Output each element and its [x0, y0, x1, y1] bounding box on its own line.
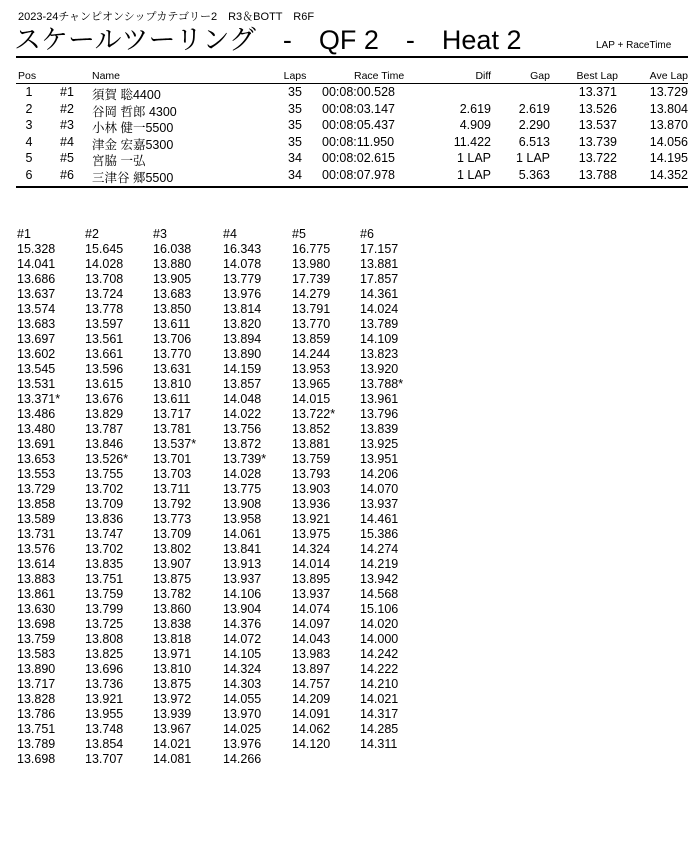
- lap-time: 13.894: [223, 332, 262, 346]
- lap-time: 13.859: [292, 332, 331, 346]
- result-no: #1: [60, 85, 74, 99]
- lap-time: 13.951: [360, 452, 399, 466]
- result-pos: 5: [25, 151, 33, 165]
- lap-time: 13.958: [223, 512, 262, 526]
- lap-time: 13.576: [17, 542, 56, 556]
- lap-time: 14.021: [360, 692, 399, 706]
- lap-time: 13.921: [85, 692, 124, 706]
- lap-time: 14.078: [223, 257, 262, 271]
- result-diff: 2.619: [459, 101, 491, 116]
- lap-time: 14.279: [292, 287, 331, 301]
- lap-time: 17.157: [360, 242, 399, 256]
- result-laps: 35: [288, 118, 302, 132]
- lap-time: 13.825: [85, 647, 124, 661]
- lap-time: 13.602: [17, 347, 56, 361]
- result-time: 00:08:05.437: [322, 118, 395, 132]
- lap-time: 14.024: [360, 302, 399, 316]
- lap-time: 13.597: [85, 317, 124, 331]
- lap-time: 14.081: [153, 752, 192, 766]
- lap-time: 13.702: [85, 482, 124, 496]
- lap-time: 14.757: [292, 677, 331, 691]
- result-diff: 11.422: [453, 134, 491, 149]
- lap-time: 13.711: [153, 482, 191, 496]
- result-name: 須賀 聡4400: [92, 88, 161, 102]
- table-row: [0, 135, 700, 150]
- col-header-bestlap: Best Lap: [576, 70, 618, 82]
- lap-time: 13.702: [85, 542, 124, 556]
- lap-time: 13.691: [17, 437, 56, 451]
- lap-time: 13.810: [153, 662, 192, 676]
- lap-time: 13.793: [292, 467, 331, 481]
- lap-time: 13.736: [85, 677, 124, 691]
- lap-time: 13.770: [153, 347, 192, 361]
- result-ave: 13.870: [649, 118, 688, 132]
- result-time: 00:08:11.950: [322, 134, 395, 149]
- lap-time: 13.970: [223, 707, 262, 721]
- lap-time: 13.759: [85, 587, 124, 601]
- lap-time: 13.860: [153, 602, 192, 616]
- lap-time: 13.779: [223, 272, 262, 286]
- lap-time: 13.717: [153, 407, 192, 421]
- lap-time: 13.881: [360, 257, 399, 271]
- lap-time: 14.091: [292, 707, 331, 721]
- lap-time: 13.875: [153, 677, 192, 691]
- lap-time: 16.775: [292, 242, 331, 256]
- lap-time: 13.574: [17, 302, 56, 316]
- result-no: #3: [60, 118, 74, 132]
- result-gap: 2.290: [518, 118, 550, 132]
- lap-time: 14.120: [292, 737, 331, 751]
- result-gap: 5.363: [518, 167, 550, 182]
- lap-time: 14.568: [360, 587, 399, 601]
- lap-time: 13.808: [85, 632, 124, 646]
- result-time: 00:08:02.615: [322, 151, 395, 165]
- table-row: [0, 151, 700, 166]
- lap-time: 14.015: [292, 392, 331, 406]
- event-subtitle: 2023-24チャンピオンシップカテゴリー2 R3＆BOTT R6F: [18, 11, 315, 23]
- lap-time: 13.961: [360, 392, 399, 406]
- lap-time: 16.343: [223, 242, 262, 256]
- result-diff: 1 LAP: [456, 167, 491, 182]
- lap-time: 13.875: [153, 572, 192, 586]
- lap-time: 13.683: [17, 317, 56, 331]
- lap-time: 13.980: [292, 257, 331, 271]
- lap-time: 14.303: [223, 677, 262, 691]
- lap-column: [223, 227, 293, 767]
- lap-time: 13.890: [17, 662, 56, 676]
- lap-time: 16.038: [153, 242, 192, 256]
- lap-time: 13.707: [85, 752, 124, 766]
- lap-time: 13.971: [153, 647, 192, 661]
- lap-time: 13.903: [292, 482, 331, 496]
- result-best: 13.371: [578, 85, 617, 99]
- result-diff: 1 LAP: [456, 151, 491, 165]
- lap-time: 13.852: [292, 422, 331, 436]
- report-mode-label: LAP + RaceTime: [596, 40, 672, 51]
- lap-time: 13.653: [17, 452, 56, 466]
- lap-time: 14.074: [292, 602, 331, 616]
- lap-time: 13.802: [153, 542, 192, 556]
- lap-time: 13.818: [153, 632, 192, 646]
- result-ave: 14.056: [649, 134, 688, 149]
- lap-time: 13.756: [223, 422, 262, 436]
- lap-time: 13.596: [85, 362, 124, 376]
- lap-time: 17.739: [292, 272, 331, 286]
- col-header-gap: Gap: [530, 70, 550, 82]
- lap-time: 13.778: [85, 302, 124, 316]
- lap-time: 13.967: [153, 722, 192, 736]
- lap-time: 13.759: [292, 452, 331, 466]
- lap-time: 14.062: [292, 722, 331, 736]
- col-header-pos: Pos: [18, 70, 37, 82]
- lap-time: 14.266: [223, 752, 262, 766]
- lap-time: 13.789: [17, 737, 56, 751]
- lap-time: 13.858: [17, 497, 56, 511]
- lap-time: 13.861: [17, 587, 56, 601]
- lap-time: 13.480: [17, 422, 56, 436]
- lap-time: 13.371*: [17, 392, 61, 406]
- lap-time: 13.937: [292, 587, 331, 601]
- lap-time: 17.857: [360, 272, 399, 286]
- lap-time: 13.937: [360, 497, 399, 511]
- lap-time: 14.285: [360, 722, 399, 736]
- lap-time: 14.361: [360, 287, 399, 301]
- result-gap: 6.513: [518, 134, 550, 149]
- col-header-avelap: Ave Lap: [649, 70, 688, 82]
- lap-time: 13.698: [17, 617, 56, 631]
- lap-time: 13.904: [223, 602, 262, 616]
- lap-time: 13.836: [85, 512, 124, 526]
- lap-time: 15.645: [85, 242, 124, 256]
- result-pos: 3: [25, 118, 33, 132]
- lap-time: 13.755: [85, 467, 124, 481]
- result-name: 津金 宏嘉5300: [92, 137, 174, 152]
- lap-column-header: #1: [17, 227, 31, 241]
- lap-time: 13.751: [85, 572, 124, 586]
- lap-time: 13.897: [292, 662, 331, 676]
- result-laps: 35: [288, 85, 302, 99]
- lap-time: 14.072: [223, 632, 262, 646]
- result-ave: 14.352: [649, 167, 688, 182]
- lap-time: 14.242: [360, 647, 399, 661]
- lap-time: 13.828: [17, 692, 56, 706]
- lap-time: 13.965: [292, 377, 331, 391]
- lap-time: 14.097: [292, 617, 331, 631]
- lap-time: 13.686: [17, 272, 56, 286]
- lap-time: 13.676: [85, 392, 124, 406]
- lap-time: 13.683: [153, 287, 192, 301]
- lap-time: 13.701: [153, 452, 192, 466]
- lap-time: 13.953: [292, 362, 331, 376]
- lap-time: 13.791: [292, 302, 331, 316]
- lap-time: 13.583: [17, 647, 56, 661]
- lap-time: 13.615: [85, 377, 124, 391]
- col-header-name: Name: [92, 70, 121, 82]
- result-pos: 2: [25, 101, 33, 116]
- table-row: [0, 118, 700, 133]
- lap-time: 14.222: [360, 662, 399, 676]
- lap-column: [85, 227, 155, 767]
- lap-time: 13.531: [17, 377, 56, 391]
- result-best: 13.788: [578, 167, 617, 182]
- lap-time: 14.109: [360, 332, 399, 346]
- result-best: 13.537: [578, 118, 617, 132]
- lap-time: 13.976: [223, 287, 262, 301]
- lap-time: 13.823: [360, 347, 399, 361]
- lap-time: 13.748: [85, 722, 124, 736]
- lap-time: 13.696: [85, 662, 124, 676]
- lap-time: 13.975: [292, 527, 331, 541]
- lap-time: 14.055: [223, 692, 262, 706]
- lap-time: 14.048: [223, 392, 262, 406]
- lap-time: 14.025: [223, 722, 262, 736]
- lap-time: 13.775: [223, 482, 262, 496]
- lap-time: 13.787: [85, 422, 124, 436]
- lap-column-header: #2: [85, 227, 99, 241]
- lap-time: 13.553: [17, 467, 56, 481]
- result-gap: 2.619: [518, 101, 550, 116]
- lap-time: 13.782: [153, 587, 192, 601]
- page-title: スケールツーリング - QF 2 - Heat 2: [14, 25, 522, 55]
- result-name: 宮脇 一弘: [92, 154, 146, 168]
- result-laps: 35: [288, 101, 302, 116]
- lap-time: 13.486: [17, 407, 56, 421]
- lap-time: 13.846: [85, 437, 124, 451]
- lap-time: 13.630: [17, 602, 56, 616]
- result-pos: 4: [25, 134, 33, 149]
- lap-time: 13.731: [17, 527, 56, 541]
- lap-time: 14.159: [223, 362, 262, 376]
- lap-time: 14.000: [360, 632, 399, 646]
- lap-time: 13.850: [153, 302, 192, 316]
- lap-time: 14.274: [360, 542, 399, 556]
- lap-time: 13.955: [85, 707, 124, 721]
- lap-time: 13.905: [153, 272, 192, 286]
- result-best: 13.722: [578, 151, 617, 165]
- lap-time: 13.703: [153, 467, 192, 481]
- lap-time: 14.061: [223, 527, 262, 541]
- lap-time: 13.722*: [292, 407, 336, 421]
- lap-time: 13.631: [153, 362, 192, 376]
- lap-time: 13.781: [153, 422, 192, 436]
- lap-time: 14.244: [292, 347, 331, 361]
- lap-time: 13.972: [153, 692, 192, 706]
- lap-time: 13.773: [153, 512, 192, 526]
- title-divider: [16, 56, 688, 58]
- lap-time: 13.611: [153, 392, 191, 406]
- lap-column: [17, 227, 87, 767]
- result-time: 00:08:07.978: [322, 167, 395, 182]
- lap-time: 13.637: [17, 287, 56, 301]
- lap-time: 13.907: [153, 557, 192, 571]
- lap-time: 14.014: [292, 557, 331, 571]
- lap-time: 15.106: [360, 602, 399, 616]
- lap-column: [292, 227, 362, 752]
- lap-time: 13.770: [292, 317, 331, 331]
- lap-time: 13.796: [360, 407, 399, 421]
- lap-time: 14.376: [223, 617, 262, 631]
- lap-time: 13.895: [292, 572, 331, 586]
- lap-time: 13.872: [223, 437, 262, 451]
- result-pos: 1: [25, 85, 33, 99]
- lap-time: 13.561: [85, 332, 124, 346]
- lap-time: 13.788*: [360, 377, 404, 391]
- lap-time: 13.717: [17, 677, 56, 691]
- lap-time: 13.751: [17, 722, 56, 736]
- lap-time: 13.589: [17, 512, 56, 526]
- lap-time: 13.709: [153, 527, 192, 541]
- lap-time: 13.724: [85, 287, 124, 301]
- lap-time: 13.983: [292, 647, 331, 661]
- result-time: 00:08:00.528: [322, 85, 395, 99]
- lap-time: 14.311: [360, 737, 398, 751]
- lap-time: 13.925: [360, 437, 399, 451]
- lap-time: 13.614: [17, 557, 56, 571]
- lap-time: 13.857: [223, 377, 262, 391]
- lap-time: 14.021: [153, 737, 192, 751]
- lap-time: 13.936: [292, 497, 331, 511]
- results-top-rule: [16, 83, 688, 84]
- lap-column-header: #6: [360, 227, 374, 241]
- lap-time: 13.708: [85, 272, 124, 286]
- lap-time: 13.799: [85, 602, 124, 616]
- lap-time: 14.041: [17, 257, 56, 271]
- lap-time: 13.661: [85, 347, 124, 361]
- lap-time: 13.880: [153, 257, 192, 271]
- lap-time: 13.976: [223, 737, 262, 751]
- result-name: 小林 健一5500: [92, 121, 174, 135]
- lap-time: 14.105: [223, 647, 262, 661]
- lap-time: 13.526*: [85, 452, 129, 466]
- result-name: 三津谷 郷5500: [92, 170, 174, 185]
- lap-time: 14.028: [85, 257, 124, 271]
- lap-time: 14.106: [223, 587, 262, 601]
- lap-time: 13.697: [17, 332, 56, 346]
- lap-time: 14.210: [360, 677, 399, 691]
- lap-time: 13.545: [17, 362, 56, 376]
- lap-time: 14.324: [223, 662, 262, 676]
- result-gap: 1 LAP: [515, 151, 550, 165]
- result-ave: 13.804: [649, 101, 688, 116]
- lap-time: 13.913: [223, 557, 262, 571]
- lap-column: [153, 227, 223, 767]
- lap-time: 13.537*: [153, 437, 197, 451]
- lap-time: 13.841: [223, 542, 262, 556]
- lap-time: 13.838: [153, 617, 192, 631]
- lap-time: 13.820: [223, 317, 262, 331]
- lap-time: 13.854: [85, 737, 124, 751]
- lap-time: 13.729: [17, 482, 56, 496]
- table-row: [0, 168, 700, 183]
- lap-column-header: #4: [223, 227, 237, 241]
- col-header-racetime: Race Time: [354, 70, 405, 82]
- lap-time: 13.890: [223, 347, 262, 361]
- lap-time: 13.908: [223, 497, 262, 511]
- lap-column-header: #5: [292, 227, 306, 241]
- table-row: [0, 102, 700, 117]
- lap-time: 14.317: [360, 707, 399, 721]
- lap-time: 13.786: [17, 707, 56, 721]
- lap-time: 13.611: [153, 317, 191, 331]
- lap-time: 14.043: [292, 632, 331, 646]
- result-no: #5: [60, 151, 74, 165]
- lap-time: 13.835: [85, 557, 124, 571]
- result-pos: 6: [25, 167, 33, 182]
- table-row: [0, 85, 700, 100]
- lap-time: 14.324: [292, 542, 331, 556]
- lap-time: 14.020: [360, 617, 399, 631]
- lap-time: 14.070: [360, 482, 399, 496]
- lap-time: 13.739*: [223, 452, 267, 466]
- result-laps: 35: [288, 134, 302, 149]
- result-no: #4: [60, 134, 74, 149]
- lap-time: 14.209: [292, 692, 331, 706]
- lap-time: 13.789: [360, 317, 399, 331]
- col-header-laps: Laps: [283, 70, 307, 82]
- lap-time: 13.759: [17, 632, 56, 646]
- lap-time: 13.814: [223, 302, 262, 316]
- result-diff: 4.909: [459, 118, 491, 132]
- result-laps: 34: [288, 151, 302, 165]
- col-header-diff: Diff: [475, 70, 491, 82]
- result-time: 00:08:03.147: [322, 101, 395, 116]
- lap-time: 13.920: [360, 362, 399, 376]
- lap-time: 13.881: [292, 437, 331, 451]
- lap-column: [360, 227, 430, 752]
- lap-time: 13.706: [153, 332, 192, 346]
- lap-time: 13.829: [85, 407, 124, 421]
- lap-time: 13.939: [153, 707, 192, 721]
- lap-time: 13.709: [85, 497, 124, 511]
- lap-time: 14.206: [360, 467, 399, 481]
- lap-time: 13.810: [153, 377, 192, 391]
- lap-time: 14.022: [223, 407, 262, 421]
- result-no: #2: [60, 101, 74, 116]
- lap-time: 13.747: [85, 527, 124, 541]
- lap-time: 13.698: [17, 752, 56, 766]
- result-ave: 14.195: [649, 151, 688, 165]
- lap-time: 15.328: [17, 242, 56, 256]
- lap-time: 13.725: [85, 617, 124, 631]
- result-ave: 13.729: [649, 85, 688, 99]
- lap-time: 13.921: [292, 512, 331, 526]
- lap-time: 15.386: [360, 527, 399, 541]
- lap-time: 13.937: [223, 572, 262, 586]
- lap-time: 13.942: [360, 572, 399, 586]
- result-best: 13.526: [578, 101, 617, 116]
- lap-time: 14.461: [360, 512, 399, 526]
- lap-time: 13.883: [17, 572, 56, 586]
- result-laps: 34: [288, 167, 302, 182]
- lap-time: 14.028: [223, 467, 262, 481]
- result-name: 谷岡 哲郎 4300: [92, 104, 177, 119]
- results-bottom-rule: [16, 186, 688, 188]
- lap-time: 13.792: [153, 497, 192, 511]
- lap-time: 14.219: [360, 557, 399, 571]
- result-best: 13.739: [578, 134, 617, 149]
- result-no: #6: [60, 167, 74, 182]
- lap-column-header: #3: [153, 227, 167, 241]
- lap-time: 13.839: [360, 422, 399, 436]
